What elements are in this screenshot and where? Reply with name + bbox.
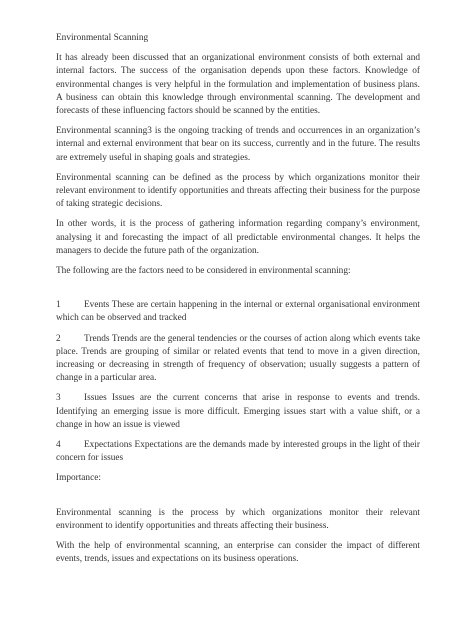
factors-intro-paragraph: The following are the factors need to be considered in environmental scanning: — [56, 266, 351, 277]
spacer — [56, 285, 420, 299]
factor-number: 3 — [56, 393, 61, 404]
process-paragraph: Environmental scanning can be defined as the process by which organizations monitor their relevant environment to identify opportunities and threats affecting their business for the purpose of taking strategic decisions. — [56, 172, 420, 210]
factor-text: Events These are certain happening in the internal or external organisational environment which can be observed and tracked — [56, 300, 420, 324]
factor-item-issues — [56, 392, 420, 432]
factor-number: 4 — [56, 440, 61, 451]
factor-item-trends — [56, 333, 420, 386]
factor-text: Trends Trends are the general tendencies or the courses of action along which events take place. Trends are grouping of similar or related events that tend to move in a given direction, increasing or decreasing in strength of frequency of observation; usually suggests a pattern of change in a particular area. — [56, 333, 420, 384]
factor-number: 1 — [56, 300, 61, 311]
importance-label: Importance: — [56, 473, 101, 484]
factor-item-expectations — [56, 439, 420, 465]
spacer — [56, 493, 420, 507]
other-words-paragraph: In other words, it is the process of gathering information regarding company’s environment, analysing it and forecasting the impact of all predictable environmental changes. It helps the managers to decide the future path of the organization. — [56, 219, 420, 256]
importance-paragraph: With the help of environmental scanning, an enterprise can consider the impact of different events, trends, issues and expectations on its business operations. — [56, 541, 420, 565]
factor-number: 2 — [56, 333, 61, 344]
factor-text: Expectations Expectations are the demands made by interested groups in the light of their concern for issues — [56, 440, 420, 464]
importance-paragraph: Environmental scanning is the process by which organizations monitor their relevant environment to identify opportunities and threats affecting their business. — [56, 507, 420, 531]
definition-paragraph: Environmental scanning3 is the ongoing tracking of trends and occurrences in an organization’s internal and external environment that bear on its success, currently and in the future. The results are extremely useful in shaping goals and strategies. — [56, 126, 420, 163]
factor-text: Issues Issues are the current concerns that arise in response to events and trends. Identifying an emerging issue is more difficult. Emerging issues start with a value shift, or a change in how an issue is viewed — [56, 393, 420, 430]
factor-item-events — [56, 299, 420, 325]
document-heading: Environmental Scanning — [56, 33, 149, 43]
intro-paragraph: It has already been discussed that an organizational environment consists of both external and internal factors. The success of the organisation depends upon these factors. Knowledge of environmental changes is very helpful in the formulation and implementation of business plans. A business can obtain this knowledge through environmental scanning. The development and forecasts of these influencing factors should be scanned by the entities. — [56, 53, 420, 117]
